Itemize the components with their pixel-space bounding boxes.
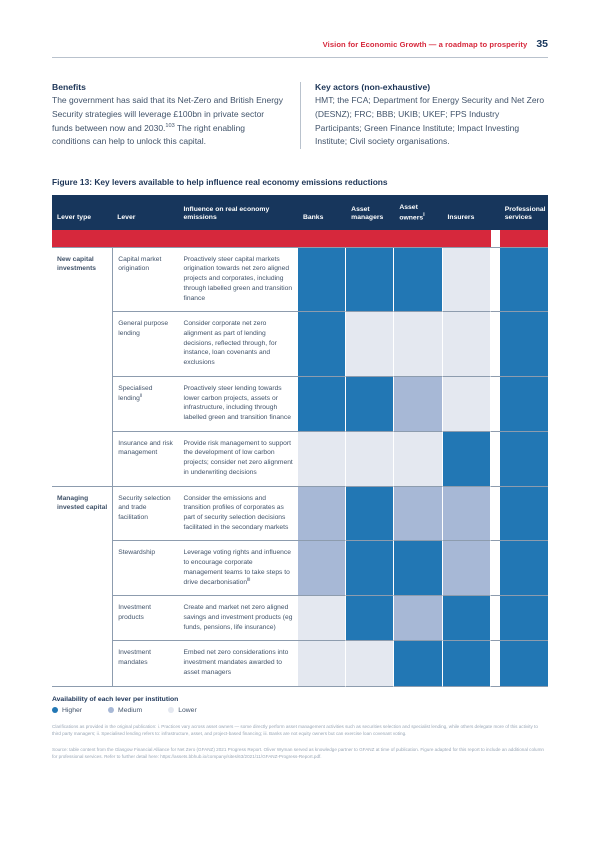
availability-cell-asset-managers bbox=[346, 432, 394, 487]
page-number: 35 bbox=[536, 38, 548, 50]
availability-cell-insurers bbox=[443, 541, 491, 596]
legend-item bbox=[52, 707, 82, 714]
legend-swatch-icon bbox=[52, 707, 58, 713]
influence-description-cell: Embed net zero considerations into investment mandates awarded to asset managers bbox=[179, 641, 298, 686]
availability-cell-asset-owners bbox=[394, 248, 442, 313]
influence-description-cell: Provide risk management to support the development of low carbon projects; consider net zero alignment in underwriting decisions bbox=[179, 432, 298, 487]
col-header-asset-owners-label: Asset owners bbox=[399, 204, 424, 222]
availability-cell-asset-owners bbox=[394, 596, 442, 641]
table-body bbox=[52, 248, 548, 687]
availability-cell-asset-managers bbox=[346, 596, 394, 641]
running-header bbox=[52, 0, 548, 50]
availability-cell-asset-owners bbox=[394, 541, 442, 596]
clarifications-note: Clarifications as provided in the original publication: i. Practices vary across asset owners — some directly perform asset management activities such as securities selection and specialist lending, while others delegate more of this activity to third party managers; ii. Specialised lending refers to: infrastructure, asset, and project-based financing; iii. Banks are not equity owners but can exercise loan covenant voting. bbox=[52, 723, 538, 737]
benefits-column bbox=[52, 82, 300, 149]
availability-cell-banks bbox=[298, 641, 346, 686]
availability-cell-banks bbox=[298, 432, 346, 487]
availability-cell-asset-owners bbox=[394, 432, 442, 487]
lever-footnote-marker: ii bbox=[139, 392, 143, 399]
table-row bbox=[52, 487, 548, 542]
availability-cell-professional-services bbox=[500, 312, 548, 377]
col-header-asset-owners bbox=[394, 195, 442, 230]
header-red-rule-row bbox=[52, 230, 548, 248]
lever-cell: Security selection and trade facilitation bbox=[112, 487, 178, 542]
column-gap-cell bbox=[491, 248, 500, 313]
lever-cell: General purpose lending bbox=[112, 312, 178, 377]
availability-cell-banks bbox=[298, 596, 346, 641]
col-header-lever-type: Lever type bbox=[52, 195, 112, 230]
availability-cell-professional-services bbox=[500, 487, 548, 542]
availability-cell-banks bbox=[298, 312, 346, 377]
running-header-title: Vision for Economic Growth — a roadmap to prosperity bbox=[322, 40, 528, 49]
column-gap-cell bbox=[491, 596, 500, 641]
table-row bbox=[52, 312, 548, 377]
availability-cell-banks bbox=[298, 248, 346, 313]
availability-cell-professional-services bbox=[500, 377, 548, 432]
availability-cell-insurers bbox=[443, 312, 491, 377]
availability-cell-asset-owners bbox=[394, 641, 442, 686]
column-gap-cell bbox=[491, 312, 500, 377]
availability-cell-professional-services bbox=[500, 596, 548, 641]
col-header-asset-managers: Asset managers bbox=[346, 195, 394, 230]
col-header-professional-services: Professional services bbox=[500, 195, 548, 230]
legend-label: Higher bbox=[62, 706, 83, 714]
table-row bbox=[52, 541, 548, 596]
availability-cell-banks bbox=[298, 377, 346, 432]
availability-cell-professional-services bbox=[500, 641, 548, 686]
availability-cell-asset-managers bbox=[346, 248, 394, 313]
legend-item bbox=[108, 707, 142, 714]
influence-description-cell: Proactively steer lending towards lower carbon projects, assets or infrastructure, including through labelled green and transition finance bbox=[179, 377, 298, 432]
influence-description-cell: Leverage voting rights and influence to encourage corporate management teams to take steps to drive decarbonisation$^{iii}$ bbox=[179, 541, 298, 596]
source-note: Source: table content from the Glasgow Financial Alliance for Net Zero (GFANZ) 2021 Progress Report. Oliver Wyman served as knowledge partner to GFANZ at time of publication. Figure adapted for this report to include an additional column for professional services. Refer to further detail here: https://assets.bbhub.io/company/sites/63/2021/11/GFANZ-Progress-Report.pdf. bbox=[52, 746, 544, 759]
column-gap-cell bbox=[491, 487, 500, 542]
table-row bbox=[52, 596, 548, 641]
influence-description-cell: Consider the emissions and transition profiles of corporates as part of security selection decisions facilitated in the secondary markets bbox=[179, 487, 298, 542]
legend-swatch-icon bbox=[168, 707, 174, 713]
key-actors-heading: Key actors (non-exhaustive) bbox=[315, 82, 431, 92]
table-row bbox=[52, 432, 548, 487]
legend-label: Lower bbox=[178, 706, 197, 714]
lever-type-cell: New capital investments bbox=[52, 248, 112, 487]
lever-cell: Stewardship bbox=[112, 541, 178, 596]
availability-cell-professional-services bbox=[500, 541, 548, 596]
influence-description-cell: Consider corporate net zero alignment as part of lending decisions, reflected through, for instance, loan covenants and exclusions bbox=[179, 312, 298, 377]
col-header-asset-owners-marker: i bbox=[423, 212, 425, 219]
legend-title: Availability of each lever per institution bbox=[52, 695, 179, 703]
intro-columns bbox=[52, 82, 548, 149]
col-header-banks: Banks bbox=[298, 195, 346, 230]
col-header-influence: Influence on real economy emissions bbox=[179, 195, 298, 230]
col-header-insurers: Insurers bbox=[443, 195, 491, 230]
header-divider bbox=[52, 57, 548, 58]
lever-cell: Capital market origination bbox=[112, 248, 178, 313]
availability-cell-insurers bbox=[443, 248, 491, 313]
benefits-heading: Benefits bbox=[52, 82, 86, 92]
column-gap-cell bbox=[491, 432, 500, 487]
influence-description-cell: Create and market net zero aligned savings and investment products (eg funds, pensions, life insurance) bbox=[179, 596, 298, 641]
lever-cell: Specialised lending$^{ii}$ bbox=[112, 377, 178, 432]
availability-cell-asset-managers bbox=[346, 312, 394, 377]
legend-item bbox=[168, 707, 197, 714]
column-gap-cell bbox=[491, 641, 500, 686]
benefits-body bbox=[52, 94, 284, 149]
availability-cell-professional-services bbox=[500, 248, 548, 313]
availability-cell-insurers bbox=[443, 641, 491, 686]
legend bbox=[52, 707, 548, 714]
column-gap-cell bbox=[491, 541, 500, 596]
availability-cell-banks bbox=[298, 541, 346, 596]
col-header-lever: Lever bbox=[112, 195, 178, 230]
availability-cell-insurers bbox=[443, 487, 491, 542]
table-row bbox=[52, 641, 548, 686]
table-row bbox=[52, 248, 548, 313]
table-header bbox=[52, 195, 548, 248]
availability-cell-asset-owners bbox=[394, 487, 442, 542]
figure-table-wrapper bbox=[52, 195, 548, 687]
influence-description-cell: Proactively steer capital markets origination towards net zero aligned projects and corporates, including through labelled green and transition finance bbox=[179, 248, 298, 313]
benefits-footnote-marker: 103 bbox=[165, 122, 175, 129]
header-red-rule-prof bbox=[500, 230, 548, 248]
availability-cell-banks bbox=[298, 487, 346, 542]
column-gap-cell bbox=[491, 377, 500, 432]
availability-cell-insurers bbox=[443, 377, 491, 432]
legend-label: Medium bbox=[118, 706, 143, 714]
availability-cell-insurers bbox=[443, 596, 491, 641]
lever-cell: Investment products bbox=[112, 596, 178, 641]
availability-cell-asset-managers bbox=[346, 641, 394, 686]
header-red-rule-gap bbox=[491, 230, 500, 248]
lever-cell: Insurance and risk management bbox=[112, 432, 178, 487]
levers-matrix-table bbox=[52, 195, 548, 687]
lever-type-cell: Managing invested capital bbox=[52, 487, 112, 687]
availability-cell-asset-managers bbox=[346, 541, 394, 596]
availability-cell-professional-services bbox=[500, 432, 548, 487]
availability-cell-asset-managers bbox=[346, 377, 394, 432]
key-actors-body: HMT; the FCA; Department for Energy Security and Net Zero (DESNZ); FRC; BBB; UKIB; UKEF; FPS Industry Participants; Green Finance Institute; Impact Investing Institute; Civil society organisations. bbox=[315, 95, 545, 147]
legend-swatch-icon bbox=[108, 707, 114, 713]
availability-cell-asset-managers bbox=[346, 487, 394, 542]
figure-title: Figure 13: Key levers available to help influence real economy emissions reductions bbox=[52, 177, 388, 188]
key-actors-column bbox=[300, 82, 548, 149]
lever-cell: Investment mandates bbox=[112, 641, 178, 686]
availability-cell-insurers bbox=[443, 432, 491, 487]
benefits-body-text-2: The right enabling conditions can help to unlock this capital. bbox=[52, 122, 246, 147]
table-row bbox=[52, 377, 548, 432]
col-header-gap bbox=[491, 195, 500, 230]
header-red-rule bbox=[52, 230, 491, 248]
description-footnote-marker: iii bbox=[247, 576, 251, 583]
availability-cell-asset-owners bbox=[394, 312, 442, 377]
availability-cell-asset-owners bbox=[394, 377, 442, 432]
benefits-body-text: The government has said that its Net-Zero and British Energy Security strategies will leverage £100bn in private sector funds between now and 2030. bbox=[52, 95, 284, 133]
